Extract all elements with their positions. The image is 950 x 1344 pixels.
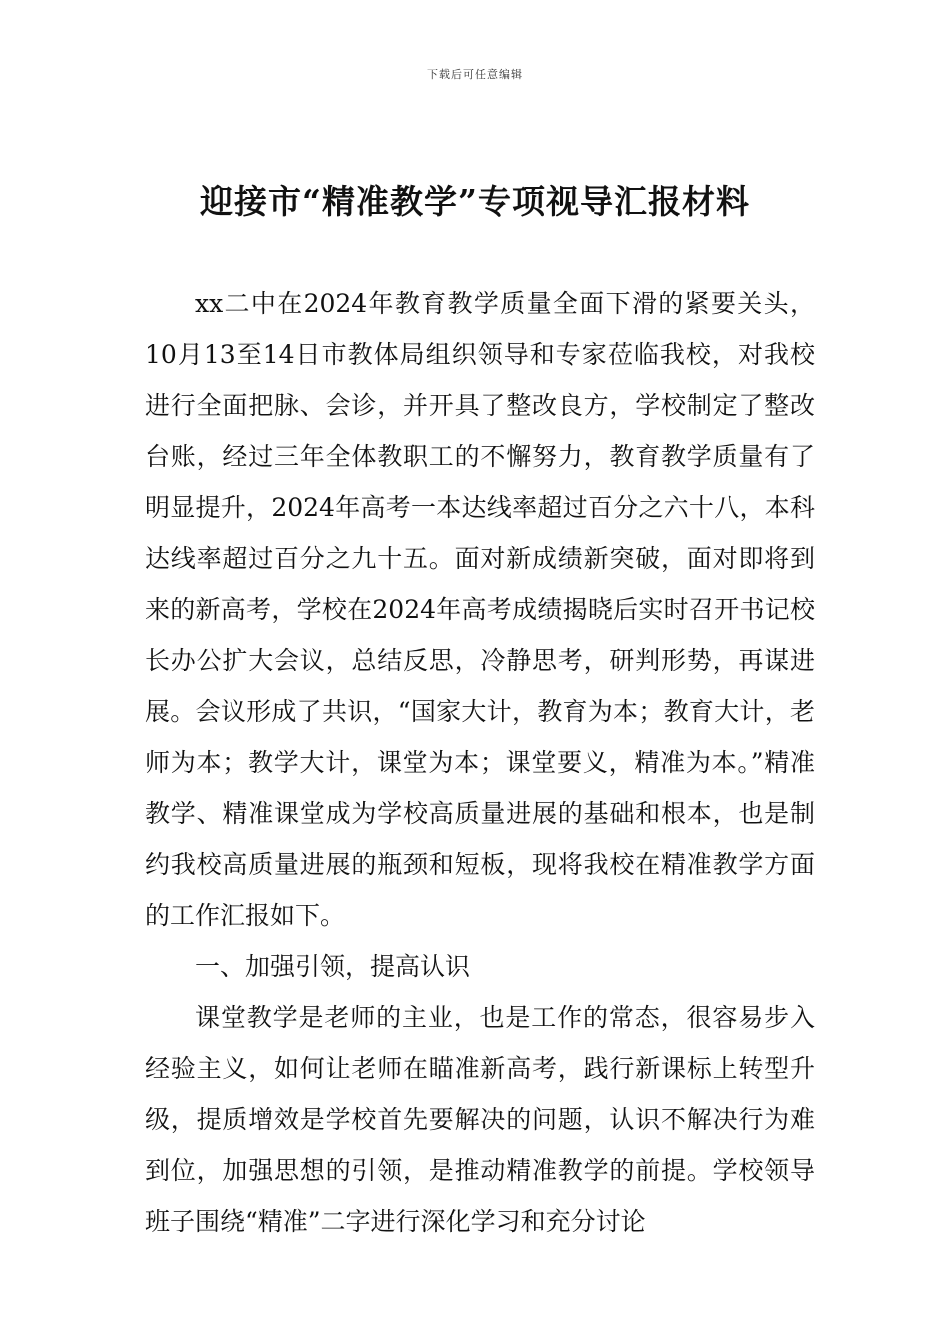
section-heading-1: 一、加强引领，提高认识	[195, 952, 471, 981]
document-body	[145, 278, 815, 1247]
document-title: 迎接市“精准教学”专项视导汇报材料	[200, 182, 750, 221]
paragraph-intro: xx二中在2024年教育教学质量全面下滑的紧要关头，10月13至14日市教体局组织领导和专家莅临我校，对我校进行全面把脉、会诊，并开具了整改良方，学校制定了整改台账，经过三年全体教职工的不懈努力，教育教学质量有了明显提升，2024年高考一本达线率超过百分之六十八，本科达线率超过百分之九十五。面对新成绩新突破，面对即将到来的新高考，学校在2024年高考成绩揭晓后实时召开书记校长办公扩大会议，总结反思，冷静思考，研判形势，再谋进展。会议形成了共识，“国家大计，教育为本；教育大计，老师为本；教学大计，课堂为本；课堂要义，精准为本。”精准教学、精准课堂成为学校高质量进展的基础和根本，也是制约我校高质量进展的瓶颈和短板，现将我校在精准教学方面的工作汇报如下。	[145, 289, 815, 930]
page-header-note: 下载后可任意编辑	[427, 68, 523, 81]
paragraph-section-1: 课堂教学是老师的主业，也是工作的常态，很容易步入经验主义，如何让老师在瞄准新高考，践行新课标上转型升级，提质增效是学校首先要解决的问题，认识不解决行为难到位，加强思想的引领，是推动精准教学的前提。学校领导班子围绕“精准”二字进行深化学习和充分讨论	[145, 1003, 815, 1236]
